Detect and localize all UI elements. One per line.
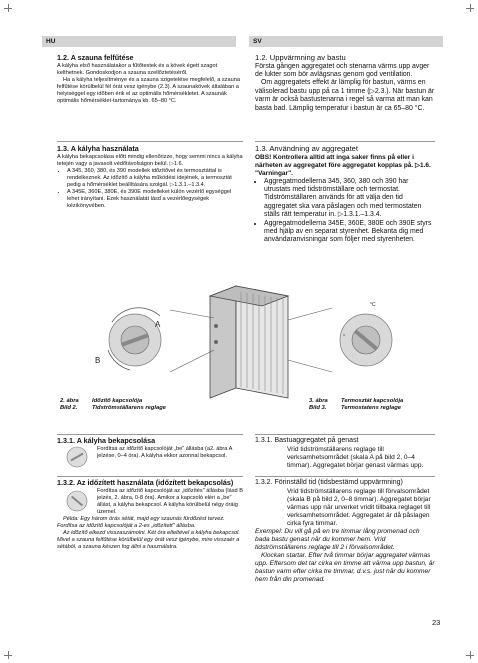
section-heading: 1.3.2. Förinställd tid (tidsbestämd uppvärmning) <box>255 479 403 486</box>
language-tag-hu: HU <box>42 36 236 47</box>
section-heading: 1.3.1. Bastuaggregatet på genast <box>255 437 359 444</box>
paragraph: Vrid tidströmställarens reglage till verksamhetsområdet (skala A på bild 2, 0–4 timmar). Aggregatet börjar genast värmas upp. <box>287 445 424 469</box>
list-item: • A 345E, 360E, 380E, és 390E modelleket külön vezérlő egységgel lehet irányítani. Ezek használatát lásd a vezérlőegységek kézikönyvében. <box>67 189 243 210</box>
figure-2-caption <box>60 398 166 412</box>
section-divider <box>57 434 243 435</box>
paragraph: Om aggregatets effekt är lämplig för bastun, värms en välisolerad bastu upp på ca 1 timme (▷2.3.). När bastun är varm är också bastustenarna i regel så varma att man kan basta bad. Lämplig temperatur i bastun är ca 65–80 °C. <box>255 79 435 112</box>
section-heading: 1.3.1. A kályha bekapcsolása <box>57 436 156 445</box>
warning-paragraph: OBS! Kontrollera alltid att inga saker finns på eller i närheten av aggregatet före aggregatet kopplas på. ▷1.6. "Varningar". <box>255 153 431 177</box>
example-paragraph: Klockan startar. Efter två timmar börjar aggregatet värmas upp. Eftersom det tar cirka en timme att värma upp bastun, är bastun varm efter cirka tre timmar, d.v.s. just när du kommer hem från din promenad. <box>255 551 435 583</box>
example-paragraph: Az időzítő elkezd visszaszámolni. Két óra elteltével a kályha bekapcsol. Mivel a szauna felfűtése körülbelül egy órát vesz igénybe, mire visszaér a sétából, a szauna készen fog állni a használatra. <box>57 529 240 550</box>
caption-number: Bild 2. <box>60 405 78 411</box>
section-divider <box>57 476 243 477</box>
thermostat-min-label: ° <box>343 334 345 340</box>
list-item: • A 345, 360, 380, és 390 modellek időzítővel és termosztáttal is rendelkeznek. Az időzítő a kályha működési idejének, a termosztát pedig a hőmérséklet beállítására szolgál. ▷1.3.1.–1.3.4. <box>67 168 243 189</box>
thermostat-max-label: °C <box>370 302 376 308</box>
section-heading: 1.3. Användning av aggregatet <box>255 144 359 153</box>
timer-dial-icon <box>108 308 161 370</box>
caption-text: Tidströmställarens reglage <box>92 405 166 411</box>
list-item: • Aggregatmodellerna 345E, 360E, 380E och 390E styrs med hjälp av en separat styrenhet. Bekanta dig med användaranvisningar som följer med styrenheten. <box>264 220 435 245</box>
caption-number: 2. ábra <box>60 398 79 404</box>
example-paragraph: Exempel: Du vill gå på en tre timmar lång promenad och bada bastu genast när du kommer hem. Vrid tidströmställarens reglage till 2 i förvalsområdet. <box>255 527 420 551</box>
timer-scale-b-label: B <box>95 356 101 365</box>
hu-section-1-3-2 <box>57 476 243 551</box>
section-heading: 1.3. A kályha használata <box>57 144 139 153</box>
caption-number: Bild 3. <box>309 405 327 411</box>
paragraph: Ha a kályha teljesítménye és a szauna szigetelése megfelelő, a szauna felfűtése körülbelül fél órát vesz igénybe (2.3). A szaunakövek általában a helyiséggel egy időben érik el az optimális hőmérsékletet. A szaunák optimális hőmérséklet-tartománya kb. 65–80 °C. <box>57 76 240 104</box>
paragraph: Första gången aggregatet och stenarna värms upp avger de lukter som bör avlägsnas genom god ventilation. <box>255 62 430 78</box>
paragraph: Fordítsa az időzítő kapcsolóját „be" állásba (a2. ábra A jelzése, 0–4 óra). A kályha ekkor azonnal bekapcsol. <box>97 445 233 459</box>
caption-text: Termosztát kapcsolója <box>341 398 404 404</box>
section-divider <box>255 476 435 477</box>
figure-3-caption <box>309 398 403 412</box>
page-number: 23 <box>432 618 441 627</box>
paragraph: Vrid tidströmställarens reglage till förvalsområdet (skala B på bild 2, 0–8 timmar). Aggregatet börjar värmas upp när urverket vridit tillbaka reglaget till verksamhetsområdet. Aggregatet är då påslagen cirka fyra timmar. <box>287 487 431 527</box>
paragraph: A kályha bekapcsolása előtt mindig ellenőrizze, hogy semmi nincs a kályha tetején vagy a javasolt védőtávolságon belül. ▷1.6. <box>57 153 243 167</box>
list-item: • Aggregatmodellerna 345, 360, 380 och 390 har utrustats med tidströmställare och termostat. Tidströmställaren används för att välja den tid aggregatet ska vara påslagen och med termostaten ställs rätt temperatur in. ▷1.3.1.–1.3.4. <box>264 178 435 220</box>
caption-text: Időzítő kapcsolója <box>92 398 143 404</box>
sv-section-1-3-2 <box>255 476 435 584</box>
timer-mini-icon <box>62 446 92 468</box>
section-heading: 1.2. Uppvärmning av bastu <box>255 53 346 62</box>
section-heading: 1.2. A szauna felfűtése <box>57 53 134 62</box>
section-divider <box>255 434 435 435</box>
paragraph: A kályha első használatakor a fűtőtestek és a kövek égett szagot kelthetnek. Gondoskodjon a szauna szellőztetéséről. <box>57 62 218 76</box>
paragraph: Fordítsa az időzítő kapcsolóját az „időzítés" állásba (lásd B jelzés, 2. ábra, 0-8 óra). Amikor a kapcsoló eléri a „be" állást, a kályha bekapcsol. A kályha körülbelül négy óráig üzemel. <box>97 487 243 515</box>
timer-scale-a-label: A <box>155 320 161 329</box>
section-heading: 1.3.2. Az időzített használata (időzített bekapcsolás) <box>57 478 234 487</box>
caption-text: Termostatens reglage <box>341 405 402 411</box>
example-paragraph: Példa: Egy három órás sétát, majd egy szaunás fürdőzést tervez. Fordítsa az időzítő kapcsolóját a 2-es „időzített" állásba. <box>57 515 225 529</box>
thermostat-dial-icon <box>340 314 392 366</box>
language-tag-sv: SV <box>249 36 443 47</box>
caption-number: 3. ábra <box>309 398 328 404</box>
timer-mini-icon <box>62 490 92 512</box>
sv-section-1-3-1 <box>255 434 435 470</box>
